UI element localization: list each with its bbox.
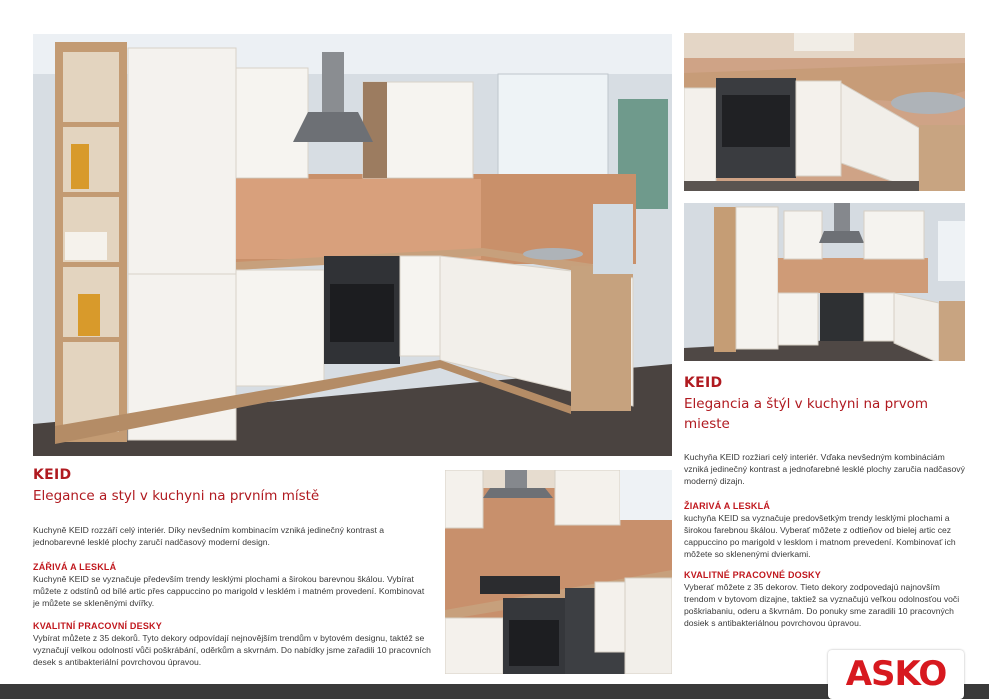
sk-intro: Kuchyňa KEID rozžiari celý interiér. Vďaka nevšedným kombináciám vzniká jedinečný kontrast a jednofarebné lesklé plochy zaručia nadčasový moderný dizajn.: [684, 452, 965, 486]
sk-section1-text: kuchyňa KEID sa vyznačuje predovšetkým trendy lesklými plochami a širokou farebnou škálou. Vyberať môžete z odtieňov od bielej artic cez cappuccino po marigold v lesklom i matnom prevedení. Kombinovať ich môžete so sklenenými dvierkami.: [684, 513, 956, 559]
cz-section2-text: Vybírat můžete z 35 dekorů. Tyto dekory odpovídají nejnovějším trendům v bytovém designu, taktéž se vyznačují velkou odolností vůči poškrábání, oděrkům a skvrnám. Do nabídky jsme zařadili 10 pracovních desek s antibakteriální povrchovou úpravou.: [33, 633, 431, 667]
kitchen-detail-photo-sink: [684, 33, 965, 191]
cz-section1-title: ZÁŘIVÁ A LESKLÁ: [33, 562, 117, 572]
cz-title: KEID: [33, 467, 72, 483]
cz-intro: Kuchyně KEID rozzáří celý interiér. Díky nevšedním kombinacím vzniká jedinečný kontrast a jednobarevné lesklé plochy zaručí nadčasový moderní design.: [33, 525, 385, 547]
asko-logo-text: ASKO: [845, 654, 947, 694]
sk-section1-title: ŽIARIVÁ A LESKLÁ: [684, 501, 771, 511]
kitchen-overview-photo: [684, 203, 965, 361]
sk-title: KEID: [684, 375, 723, 391]
sk-subtitle: Elegancia a štýl v kuchyni na prvom mieste: [684, 396, 929, 432]
cz-subtitle: Elegance a styl v kuchyni na prvním místě: [33, 488, 320, 504]
main-kitchen-photo: [33, 34, 672, 456]
cz-section2-title: KVALITNÍ PRACOVNÍ DESKY: [33, 621, 162, 631]
cz-section1-text: Kuchyně KEID se vyznačuje především trendy lesklými plochami a širokou barevnou škálou. Vybírat můžete z odstínů od bílé artic přes cappuccino po marigold v lesklém i matném provedení. Kombinovat je můžete se skleněnými dvířky.: [33, 574, 425, 608]
sk-section2-text: Vyberať môžete z 35 dekorov. Tieto dekory zodpovedajú najnovším trendom v bytovom dizajne, taktiež sa vyznačujú veľkou odolnosťou voči poškriabaniu, oderu a škvrnám. Do ponuky sme zaradili 10 pracovných dosiek s antibakteriálnou povrchovou úpravou.: [684, 582, 960, 628]
kitchen-oven-drawer-photo: [445, 470, 672, 674]
sk-section2-title: KVALITNÉ PRACOVNÉ DOSKY: [684, 570, 821, 580]
asko-logo: [828, 650, 964, 699]
